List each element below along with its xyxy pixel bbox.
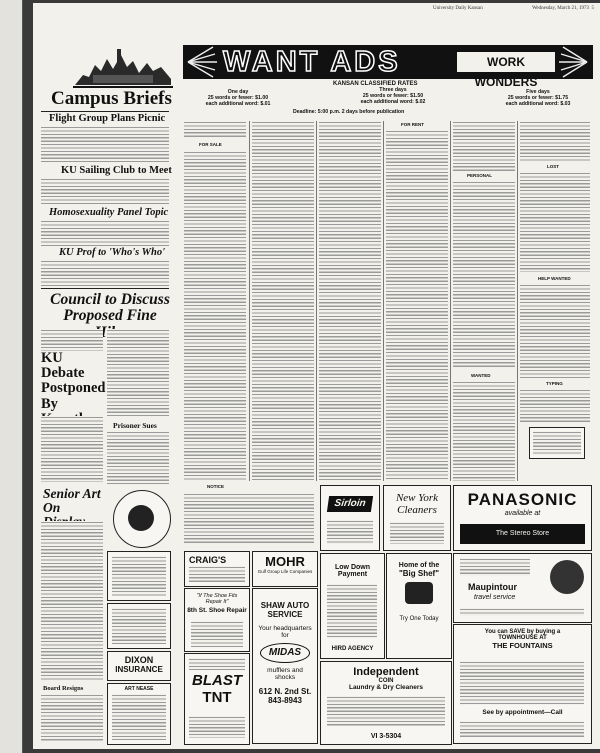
ad-blast: BLAST TNT [184, 653, 250, 745]
paper-name: University Daily Kansan [433, 6, 483, 11]
category-notice: NOTICE [207, 484, 225, 489]
article-body-text [41, 416, 103, 482]
ad-maupintour-travel: Maupintour travel service [453, 553, 592, 623]
ad-big-shef: Home of the "Big Shef" Try One Today [386, 553, 452, 659]
ad-shaw-auto-service: SHAW AUTO SERVICE Your headquarters for MIDAS mufflers and shocks 612 N. 2nd St. 843-8943 [252, 588, 318, 744]
brief-headline: Homosexuality Panel Topic [49, 207, 169, 218]
classified-column [520, 389, 590, 423]
category-typing: TYPING [546, 381, 563, 386]
classified-column [520, 284, 590, 378]
classified-column [453, 381, 515, 481]
brief-body-text [41, 260, 169, 286]
classified-column [319, 121, 381, 481]
masthead-strip [33, 3, 600, 15]
classified-column [252, 121, 314, 481]
ad-shoe-repair: "If The Shoe Fits Repair It" 8th St. Shoe Repair [184, 588, 250, 652]
skyline-illustration [73, 45, 173, 89]
ad-new-york-cleaners: New York Cleaners [383, 485, 451, 551]
newspaper-page [33, 3, 600, 749]
classified-column [453, 181, 515, 369]
rule [41, 111, 169, 112]
category-for-sale: FOR SALE [199, 142, 222, 147]
brief-headline: Flight Group Plans Picnic [49, 113, 166, 124]
ad-independent-laundry: Independent COIN Laundry & Dry Cleaners VI 3-5304 [320, 661, 452, 745]
ad-typing-service [529, 427, 585, 459]
ad-special-notice [107, 551, 171, 601]
brief-body-text [41, 126, 169, 164]
category-for-rent: FOR RENT [401, 122, 424, 127]
category-help-wanted: HELP WANTED [538, 276, 571, 281]
article-body-text [107, 431, 169, 486]
column-divider [249, 121, 250, 481]
campus-briefs-title: Campus Briefs [51, 88, 172, 109]
rule [41, 288, 169, 289]
want-ads-banner [183, 45, 593, 89]
category-lost: LOST [547, 164, 559, 169]
brief-headline: KU Prof to 'Who's Who' [59, 247, 165, 258]
brief-body-text [41, 178, 169, 206]
headline-senior-art: Senior Art On [43, 486, 101, 516]
brief-body-text [41, 220, 169, 246]
column-divider [450, 121, 451, 481]
ad-panasonic: PANASONIC available at The Stereo Store [453, 485, 592, 551]
ad-dixon-insurance: DIXON INSURANCE [107, 651, 171, 681]
classified-column [184, 493, 314, 545]
article-body-text [41, 521, 103, 681]
ad-deli [107, 603, 171, 649]
classified-column [453, 121, 515, 171]
ad-low-down-payment: Low Down Payment HIRD AGENCY [320, 553, 385, 659]
category-personal: PERSONAL [467, 173, 493, 178]
classified-column [386, 130, 448, 481]
classified-column [184, 151, 246, 481]
ad-craigs: CRAIG'S [184, 551, 250, 587]
ad-mohr: MOHR Gulf Group Life Companies [252, 551, 318, 587]
headline-council: Council to Discuss Proposed Fine [50, 291, 170, 325]
classified-column [520, 172, 590, 272]
headline-debate-box: KU Debate Postponed By [41, 351, 105, 427]
article-body-text [41, 694, 103, 742]
column-divider [383, 121, 384, 481]
ad-fountains-townhouse: You can SAVE by buying a TOWNHOUSE AT THE FOUNTAINS See by appointment—Call [453, 624, 592, 744]
ad-art-nease: ART NEASE [107, 683, 171, 745]
want-ads-tagline: WORK WONDERS [457, 52, 555, 72]
headline-prisoner: Prisoner Sues [113, 421, 157, 430]
want-ads-title: WANT ADS [223, 46, 401, 78]
classified-column [520, 121, 590, 161]
adjacent-page-edge [0, 0, 23, 753]
column-divider [316, 121, 317, 481]
category-wanted: WANTED [471, 373, 491, 378]
column-divider [517, 121, 518, 481]
ad-sirloin: Sirloin [320, 485, 380, 551]
article-body-text [107, 329, 169, 417]
date-line: Wednesday, March 21, 1973 5 [532, 6, 594, 11]
brief-headline: KU Sailing Club to Meet [61, 165, 172, 176]
ad-crest-badge [113, 490, 171, 548]
rates-section: KANSAN CLASSIFIED RATES One day 25 words or fewer: $1.00 each additional word: $.01 Three days 25 words or fewer: $1.50 each additional word: $.02 Five days 25 words or fewer: $1.75 each additional word: $.03 Deadline: 5:00 p.m. 2 days before publication [205, 81, 571, 115]
headline-board: Board Resigns [43, 685, 84, 692]
classified-column [184, 121, 246, 139]
